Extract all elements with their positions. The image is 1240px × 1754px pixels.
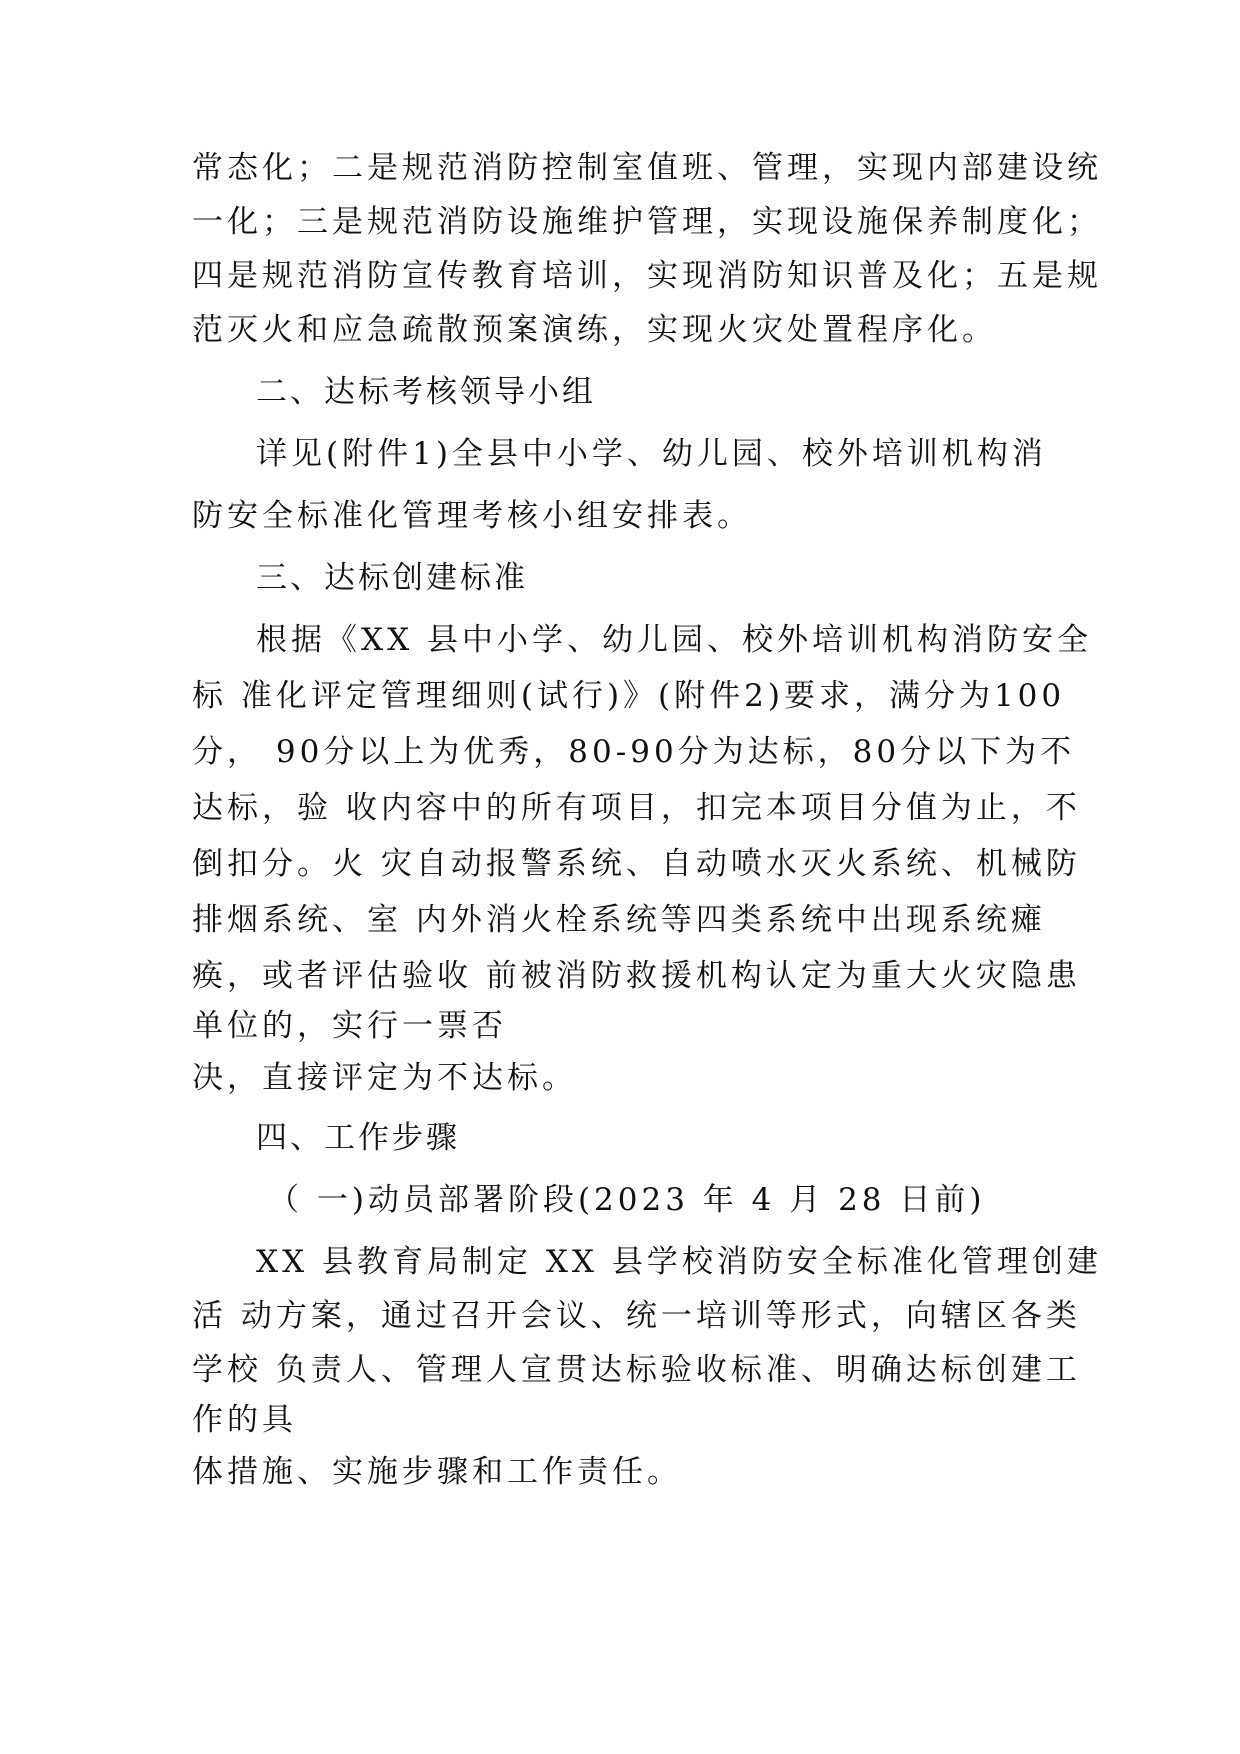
paragraph-line: 四是规范消防宣传教育培训，实现消防知识普及化；五是规	[192, 258, 1102, 294]
paragraph-line: XX 县教育局制定 XX 县学校消防安全标准化管理创建	[256, 1244, 1102, 1280]
paragraph-line: 作的具	[192, 1402, 297, 1438]
paragraph-line: 分， 90分以上为优秀，80-90分为达标，80分以下为不	[192, 734, 1076, 770]
paragraph-line: 活 动方案，通过召开会议、统一培训等形式，向辖区各类	[192, 1298, 1081, 1334]
paragraph-line: 标 准化评定管理细则(试行)》(附件2)要求，满分为100	[192, 678, 1066, 714]
section-heading-2: 二、达标考核领导小组	[256, 374, 596, 410]
paragraph-line: 学校 负责人、管理人宣贯达标验收标准、明确达标创建工	[192, 1352, 1081, 1388]
paragraph-line: 单位的，实行一票否	[192, 1008, 507, 1044]
paragraph-line: 范灭火和应急疏散预案演练，实现火灾处置程序化。	[192, 312, 997, 348]
paragraph-line: 根据《XX 县中小学、幼儿园、校外培训机构消防安全	[256, 622, 1092, 658]
paragraph-line: 防安全标准化管理考核小组安排表。	[192, 498, 752, 534]
paragraph-line: 详见(附件1)全县中小学、幼儿园、校外培训机构消	[256, 436, 1047, 472]
paragraph-line: 排烟系统、室 内外消火栓系统等四类系统中出现系统瘫	[192, 902, 1046, 938]
paragraph-line: 倒扣分。火 灾自动报警系统、自动喷水灭火系统、机械防	[192, 846, 1081, 882]
section-heading-3: 三、达标创建标准	[256, 560, 528, 596]
paragraph-line: 常态化；二是规范消防控制室值班、管理，实现内部建设统	[192, 150, 1102, 186]
paragraph-line: 决，直接评定为不达标。	[192, 1060, 577, 1096]
paragraph-line: 达标，验 收内容中的所有项目，扣完本项目分值为止，不	[192, 790, 1081, 826]
section-heading-4: 四、工作步骤	[256, 1120, 460, 1156]
paragraph-line: 痪，或者评估验收 前被消防救援机构认定为重大火灾隐患	[192, 958, 1081, 994]
paragraph-line: 一化；三是规范消防设施维护管理，实现设施保养制度化；	[192, 204, 1102, 240]
subsection-heading: （ 一)动员部署阶段(2023 年 4 月 28 日前)	[268, 1182, 986, 1218]
paragraph-line: 体措施、实施步骤和工作责任。	[192, 1454, 682, 1490]
